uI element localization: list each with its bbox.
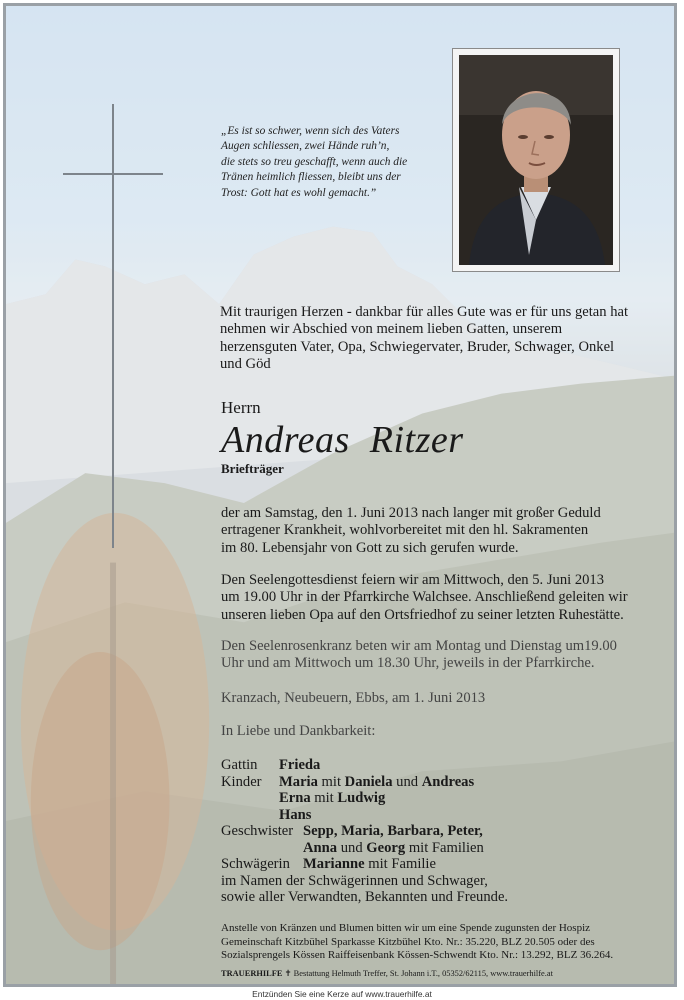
mourner-connector: mit Familien bbox=[405, 839, 484, 856]
mourner-connector: mit bbox=[310, 790, 338, 806]
death-line: im 80. Lebensjahr von Gott zu sich gerufen wurde. bbox=[221, 539, 519, 556]
mourner-text: sowie aller Verwandten, Bekannten und Freunde. bbox=[221, 889, 509, 905]
funeral-service-info bbox=[221, 572, 628, 624]
quote-line: die stets so treu geschafft, wenn auch die bbox=[221, 155, 408, 168]
death-line: der am Samstag, den 1. Juni 2013 nach langer mit großer Geduld bbox=[221, 505, 601, 521]
donation-line: Gemeinschaft Kitzbühel Sparkasse Kitzbühel Kto. Nr.: 35.220, BLZ 20.505 oder des bbox=[221, 935, 595, 948]
mourner-name: Erna bbox=[279, 790, 311, 806]
mourner-connector: und bbox=[392, 773, 422, 790]
mourner-label: Gattin bbox=[221, 757, 258, 773]
rosary-line: Uhr und am Mittwoch um 18.30 Uhr, jeweils in der Pfarrkirche. bbox=[221, 655, 595, 672]
salutation: Herrn bbox=[221, 398, 261, 417]
portrait-illustration bbox=[459, 55, 613, 265]
cross-logo-icon: ✝ bbox=[284, 969, 292, 978]
mourner-name: Ludwig bbox=[337, 790, 386, 806]
mourner-name: Maria bbox=[279, 773, 318, 790]
portrait-frame bbox=[452, 48, 620, 272]
portrait-photo bbox=[459, 55, 613, 265]
rosary-line: Den Seelenrosenkranz beten wir am Montag und Dienstag um19.00 bbox=[221, 638, 617, 654]
funeral-line: um 19.00 Uhr in der Pfarrkirche Walchsee. Anschließend geleiten wir bbox=[221, 589, 628, 606]
memorial-quote bbox=[221, 124, 453, 201]
cross-vertical-bar bbox=[112, 104, 114, 548]
mourner-names bbox=[303, 856, 436, 873]
mourner-name: Georg bbox=[366, 839, 406, 856]
mourner-connector: und bbox=[337, 839, 367, 856]
donation-line: Sozialsprengels Kössen Raiffeisenbank Kössen-Schwendt Kto. Nr.: 13.292, BLZ 36.264. bbox=[221, 949, 614, 962]
mourner-name: Sepp, Maria, Barbara, Peter, bbox=[303, 823, 483, 839]
death-announcement bbox=[221, 505, 601, 557]
intro-line: herzensguten Vater, Opa, Schwiegervater, Bruder, Schwager, Onkel bbox=[220, 338, 615, 355]
trauerhilfe-logo: TRAUERHILFE bbox=[221, 969, 283, 978]
intro-line: und Göd bbox=[220, 355, 271, 372]
quote-line: Augen schliessen, zwei Hände ruh’n, bbox=[221, 140, 390, 153]
deceased-occupation: Briefträger bbox=[221, 461, 284, 476]
death-line: ertragener Krankheit, wohlvorbereitet mit den hl. Sakramenten bbox=[221, 522, 589, 539]
funeral-home-text[interactable]: Bestattung Helmuth Treffer, St. Johann i.T., 05352/62115, www.trauerhilfe.at bbox=[293, 969, 553, 978]
funeral-line: Den Seelengottesdienst feiern wir am Mittwoch, den 5. Juni 2013 bbox=[221, 572, 605, 588]
mourner-names bbox=[279, 790, 385, 807]
mourner-name: Hans bbox=[279, 806, 312, 823]
place-date bbox=[221, 690, 485, 707]
closing-text: In Liebe und Dankbarkeit: bbox=[221, 723, 376, 739]
candle-link[interactable]: Entzünden Sie eine Kerze auf www.trauerhilfe.at bbox=[252, 989, 432, 999]
quote-line: Trost: Gott hat es wohl gemacht.” bbox=[221, 186, 377, 199]
donation-request bbox=[221, 922, 657, 963]
mourner-label: Kinder bbox=[221, 773, 262, 790]
mourner-text: im Namen der Schwägerinnen und Schwager, bbox=[221, 872, 488, 889]
mourner-label: Geschwister bbox=[221, 823, 294, 839]
mourner-names bbox=[303, 840, 484, 857]
place-date-line: Kranzach, Neubeuern, Ebbs, am 1. Juni 2013 bbox=[221, 690, 486, 706]
intro-line: nehmen wir Abschied von meinem lieben Gatten, unserem bbox=[220, 321, 563, 338]
funeral-home-credit bbox=[221, 968, 553, 978]
quote-line: „Es ist so schwer, wenn sich des Vaters bbox=[221, 125, 400, 137]
deceased-name: Andreas Ritzer bbox=[221, 419, 464, 461]
mourner-name: Daniela bbox=[344, 773, 393, 790]
mourner-names bbox=[279, 774, 474, 791]
mourner-name: Frieda bbox=[279, 757, 321, 773]
cross-horizontal-bar bbox=[63, 173, 163, 175]
intro-line: Mit traurigen Herzen - dankbar für alles Gute was er für uns getan hat bbox=[220, 304, 629, 320]
mourner-connector: mit bbox=[317, 773, 345, 790]
mourner-name: Marianne bbox=[303, 856, 365, 872]
intro-text bbox=[220, 304, 652, 373]
mourner-label: Schwägerin bbox=[221, 856, 290, 872]
mourner-name: Anna bbox=[303, 839, 338, 856]
donation-line: Anstelle von Kränzen und Blumen bitten wir um eine Spende zugunsten der Hospiz bbox=[221, 922, 591, 934]
quote-line: Tränen heimlich fliessen, bleibt uns der bbox=[221, 171, 401, 184]
closing-line bbox=[221, 723, 375, 740]
rosary-info bbox=[221, 638, 617, 673]
funeral-line: unseren lieben Opa auf den Ortsfriedhof zu seiner letzten Ruhestätte. bbox=[221, 606, 624, 623]
mourner-connector: mit Familie bbox=[364, 856, 436, 872]
mourner-name: Andreas bbox=[421, 773, 475, 790]
